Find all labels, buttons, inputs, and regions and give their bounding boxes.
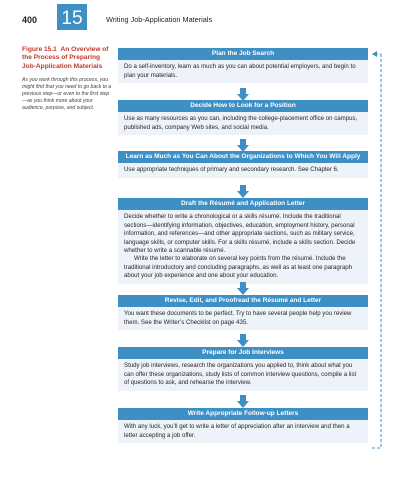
step-body	[118, 210, 368, 283]
down-arrow-icon	[237, 185, 249, 198]
step-plan-job-search	[118, 48, 368, 83]
chapter-number-box: 15	[57, 4, 87, 30]
step-title: Learn as Much as You Can About the Organizations to Which You Will Apply	[118, 151, 368, 163]
step-title: Draft the Résumé and Application Letter	[118, 198, 368, 210]
step-body	[118, 359, 368, 390]
down-arrow-icon	[237, 395, 249, 408]
down-arrow-icon	[237, 282, 249, 295]
figure-title	[22, 46, 112, 71]
page-number: 400	[22, 15, 38, 25]
step-learn-about-organizations	[118, 151, 368, 178]
figure-caption: As you work through this process, you might find that you need to go back to a previous step—or even to the first step—as you think more about your audience, purpose, and subject.	[22, 76, 112, 111]
step-body	[118, 60, 368, 83]
step-body	[118, 112, 368, 135]
down-arrow-icon	[237, 334, 249, 347]
step-title: Prepare for Job Interviews	[118, 347, 368, 359]
step-follow-up-letters	[118, 408, 368, 443]
step-prepare-interviews	[118, 347, 368, 391]
step-paragraph: Use as many resources as you can, including the college-placement office on campus, published ads, company Web sites, and social media.	[124, 115, 358, 131]
step-title: Write Appropriate Follow-up Letters	[118, 408, 368, 420]
step-paragraph: With any luck, you’ll get to write a letter of appreciation after an interview and then a letter accepting a job offer.	[124, 423, 350, 439]
step-paragraph: You want these documents to be perfect. Try to have several people help you review them. See the Writer’s Checklist on page 435.	[124, 310, 352, 326]
running-head: Writing Job-Application Materials	[106, 15, 213, 24]
step-body	[118, 420, 368, 443]
figure-title-text: An Overview of the Process of Preparing Job-Application Materials	[22, 46, 109, 70]
step-title: Revise, Edit, and Proofread the Résumé and Letter	[118, 295, 368, 307]
step-body	[118, 307, 368, 330]
step-title: Decide How to Look for a Position	[118, 100, 368, 112]
step-title: Plan the Job Search	[118, 48, 368, 60]
figure-label: Figure 15.1	[22, 46, 57, 53]
step-body	[118, 163, 368, 177]
step-paragraph: Study job interviews, research the organizations you applied to, think about what you can offer these organizations, study lists of common interview questions, compile a list of questions to ask, and rehearse the interview.	[124, 362, 357, 387]
step-paragraph: Write the letter to elaborate on several key points from the résumé. Include the traditional introductory and concluding paragraphs, as well as at least one paragraph about your job experience and one about your education.	[124, 255, 352, 280]
step-revise-edit-proofread	[118, 295, 368, 330]
step-paragraph: Use appropriate techniques of primary and secondary research. See Chapter 6.	[124, 166, 339, 174]
figure-caption-column	[22, 46, 112, 111]
step-draft-resume-letter	[118, 198, 368, 284]
step-paragraph: Decide whether to write a chronological or a skills résumé. Include the traditional sections—identifying information, objectives, education, employment history, personal information, and references—and other appropriate sections, such as military service, language skills, or computer skills. For a skills résumé, include a skills section. Decide whether to write a scannable résumé.	[124, 213, 356, 255]
feedback-loop-arrow-icon	[372, 50, 384, 452]
step-paragraph: Do a self-inventory, learn as much as you can about potential employers, and begin to plan your materials.	[124, 63, 356, 79]
step-decide-how-to-look	[118, 100, 368, 135]
